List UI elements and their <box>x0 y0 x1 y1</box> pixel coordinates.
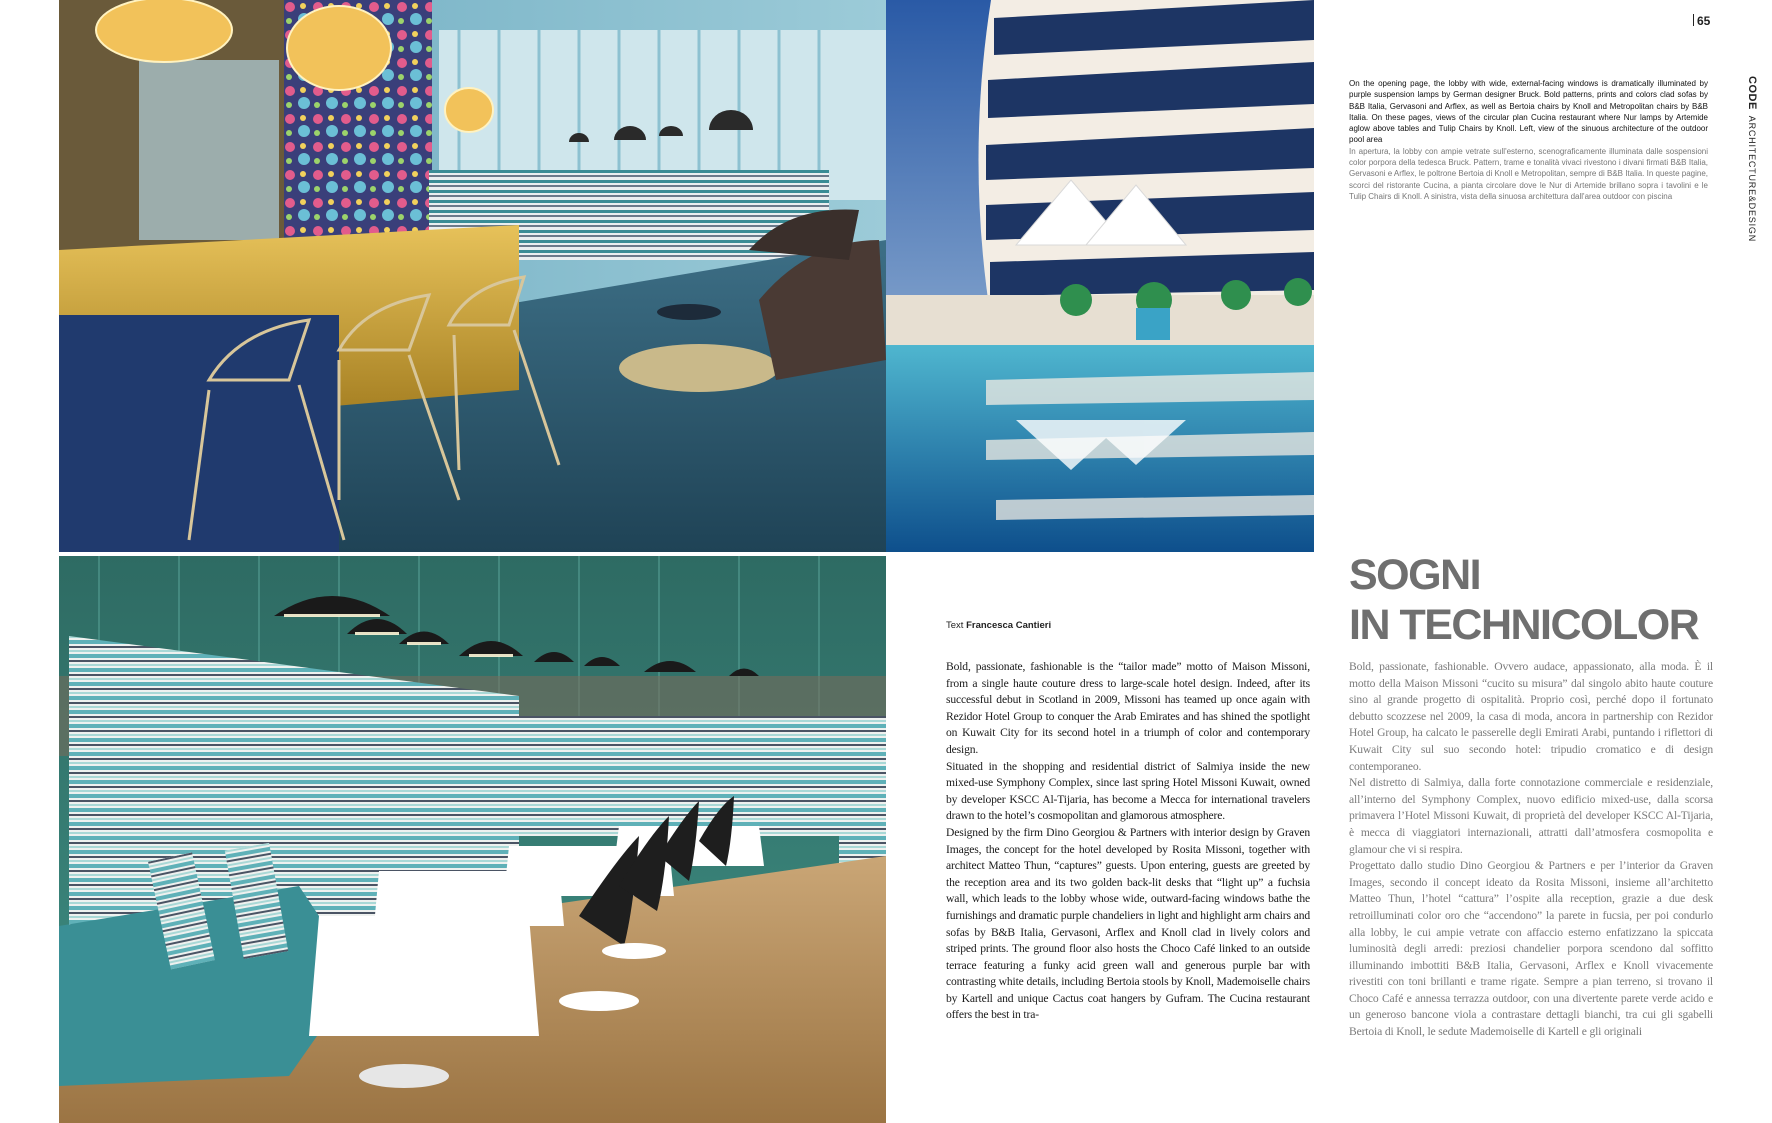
article-headline <box>1349 550 1698 650</box>
article-body-italian <box>1349 659 1713 1041</box>
byline-author: Francesca Cantieri <box>966 620 1052 631</box>
headline-line-1: SOGNI <box>1349 551 1481 599</box>
article-body-english <box>946 659 1310 1024</box>
headline-line-2: IN TECHNICOLOR <box>1349 601 1699 649</box>
photo-caption-english: On the opening page, the lobby with wide, external-facing windows is dramatically illuminated by purple suspension lamps by German designer Bruck. Bold patterns, prints and colors clad sofas by B&B Italia, Gervasoni and Arflex, as well as Bertoia chairs by Knoll and Metropolitan chairs by B&B Italia. On these pages, views of the circular plan Cucina restaurant where Nur lamps by Artemide aglow above tables and Tulip Chairs by Knoll. Left, view of the sinuous architecture of the outdoor pool area <box>1349 79 1708 145</box>
photo-caption-italian: In apertura, la lobby con ampie vetrate sull'esterno, scenograficamente illuminata dalle sospensioni color porpora della tedesca Bruck. Pattern, trame e tonalità vivaci rivestono i divani firmati B&B Italia, Gervasoni e Arflex, le poltrone Bertoia di Knoll e Metropolitan, sempre di B&B Italia. In queste pagine, scorci del ristorante Cucina, a pianta circolare dove le Nur di Artemide brillano sopra i tavolini e le Tulip Chairs di Knoll. A sinistra, vista della sinuosa architettura dall'area outdoor con piscina <box>1349 146 1708 201</box>
page-number-divider <box>1693 14 1694 26</box>
page-number <box>1693 14 1710 28</box>
article-english-paragraph-3: Designed by the firm Dino Georgiou & Partners with interior design by Graven Images, the concept for the hotel developed by Rosita Missoni, together with architect Matteo Thun, “captures” guests. Upon entering, guests are greeted by the reception area and its two golden back-lit desks that “light up” a fuchsia wall, which leads to the lobby whose wide, outward-facing windows bathe the furnishings and dramatic purple chandeliers in light and highlight arm chairs and sofas by B&B Italia, Gervasoni, Arflex and Knoll clad in lively colors and striped prints. The ground floor also hosts the Choco Café linked to an outside terrace featuring a funky acid green wall and generous purple bar with contrasting white details, including Bertoia stools by Knoll, Mademoiselle chairs by Kartell and unique Cactus coat hangers by Gufram. The Cucina restaurant offers the best in tra- <box>946 825 1310 1022</box>
outdoor-pool-photo <box>886 0 1314 552</box>
article-byline <box>946 620 1051 631</box>
magazine-logo: CODE <box>1746 76 1758 110</box>
section-label: ARCHITECTURE&DESIGN <box>1747 115 1757 242</box>
lobby-bar-photo <box>59 0 886 552</box>
photo-caption <box>1349 78 1708 202</box>
magazine-section-tab <box>1736 76 1760 246</box>
article-italian-paragraph-2: Nel distretto di Salmiya, dalla forte connotazione commerciale e residenziale, all’interno del Symphony Complex, nuovo edificio mixed-use, dalla scorsa primavera l’Hotel Missoni Kuwait, di proprietà del developer KSCC Al-Tijaria, è mecca di viaggiatori internazionali, attratti dall’atmosfera cosmopolita e glamour che vi si respira. <box>1349 776 1713 856</box>
cucina-restaurant-photo <box>59 556 886 1123</box>
article-english-paragraph-1: Bold, passionate, fashionable is the “tailor made” motto of Maison Missoni, from a single haute couture dress to large-scale hotel design. Indeed, after its successful debut in Scotland in 2009, Missoni has teamed up once again with Rezidor Hotel Group to conquer the Arab Emirates and has shined the spotlight on Kuwait City for its second hotel in a triumph of color and contemporary design. <box>946 660 1310 756</box>
byline-label: Text <box>946 620 964 631</box>
article-italian-paragraph-1: Bold, passionate, fashionable. Ovvero audace, appassionato, alla moda. È il motto della Maison Missoni “cucito su misura” dal singolo abito haute couture sino al grande progetto di ospitalità. Proprio così, perché dopo il fortunato debutto scozzese nel 2009, la casa di moda, ancora in partnership con Rezidor Hotel Group, ha calcato le passerelle degli Emirati Arabi, puntando i riflettori di Kuwait City sul suo secondo hotel: tripudio cromatico e di design contemporaneo. <box>1349 660 1713 773</box>
page-number-value: 65 <box>1697 14 1711 28</box>
article-english-paragraph-2: Situated in the shopping and residential district of Salmiya inside the new mixed-use Symphony Complex, since last spring Hotel Missoni Kuwait, owned by developer KSCC Al-Tijaria, has become a Mecca for international travelers drawn to the hotel’s cosmopolitan and glamorous atmosphere. <box>946 759 1310 823</box>
article-italian-paragraph-3: Progettato dallo studio Dino Georgiou & Partners e per l’interior da Graven Images, secondo il concept ideato da Rosita Missoni, insieme all’architetto Matteo Thun, l’hotel “cattura” l’ospite alla reception, grazie a due desk retroilluminati color oro che “accendono” la parete in fucsia, per poi condurlo alla lobby, le cui ampie vetrate con affaccio esterno enfatizzano la spiccata luminosità degli arredi: preziosi chandelier porpora scendono dal soffitto illuminando imbottiti B&B Italia, Gervasoni, Arflex e Knoll vivacemente rivestiti con toni brillanti e trame rigate. Sempre a pian terreno, si trovano il Choco Café e annessa terrazza outdoor, con una divertente parete verde acido e un generoso bancone viola a contrastare dettagli bianchi, tra cui gli sgabelli Bertoia di Knoll, le sedute Mademoiselle di Kartell e gli originali <box>1349 859 1713 1039</box>
